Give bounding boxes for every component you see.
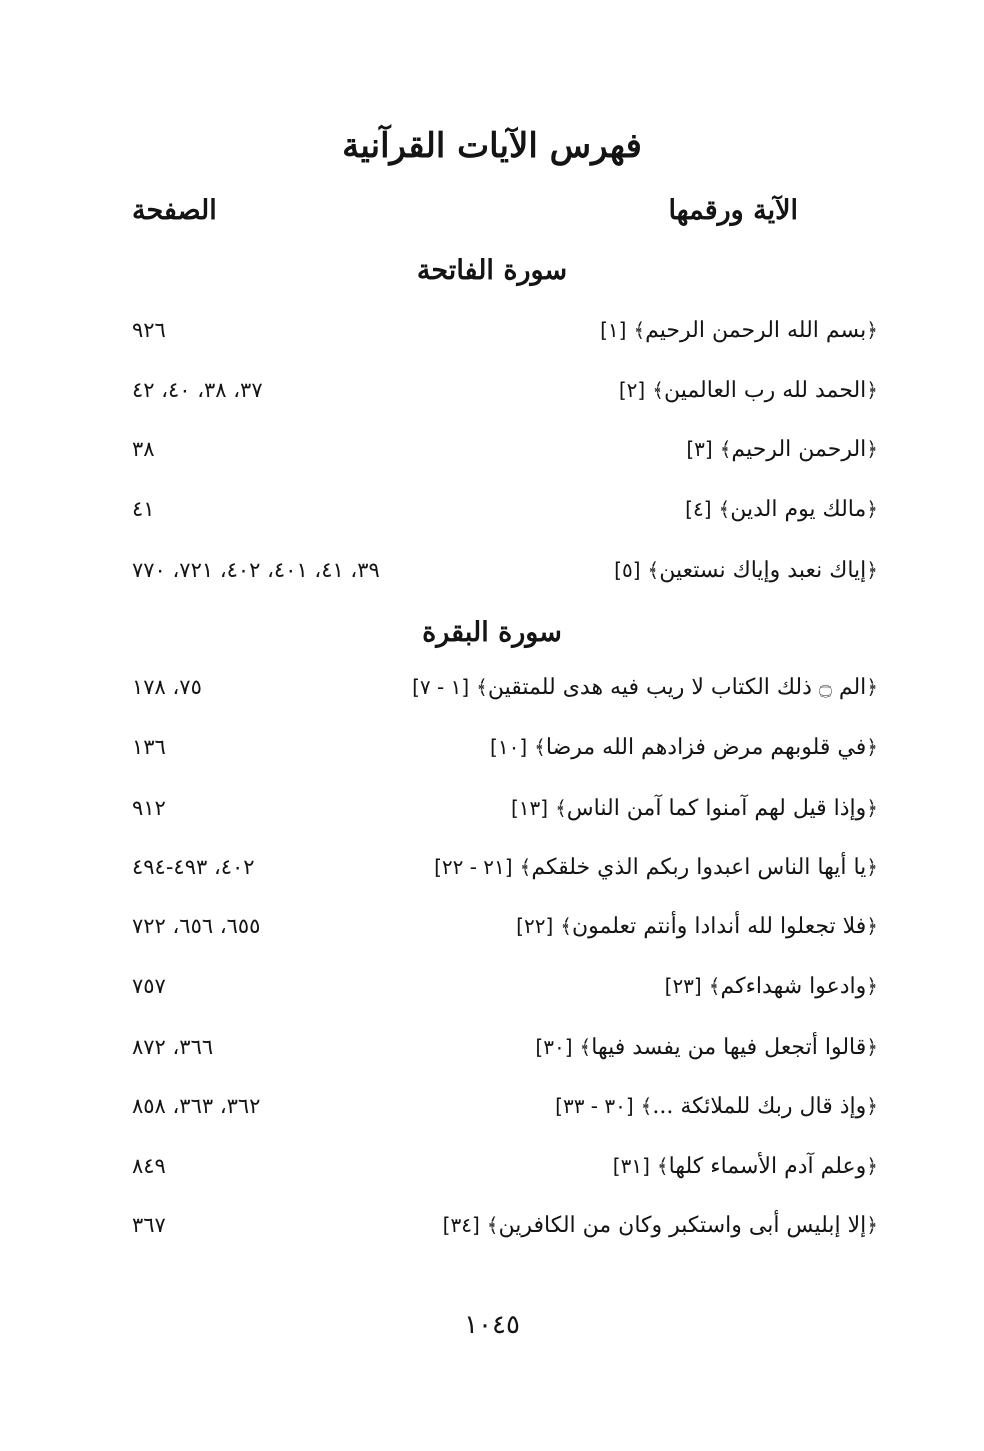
page-column-header: الصفحة	[132, 195, 217, 226]
ornament-bracket-close-icon: ﴾	[708, 974, 721, 998]
page-refs: ٧٥، ١٧٨	[132, 675, 202, 699]
ornament-bracket-open-icon: ﴿	[866, 796, 878, 820]
verse-text	[490, 735, 878, 760]
ornament-bracket-open-icon: ﴿	[866, 735, 878, 759]
ornament-bracket-close-icon: ﴾	[560, 914, 572, 938]
verse-number: [٣١]	[612, 1154, 650, 1178]
page-number: ١٠٤٥	[464, 1310, 520, 1340]
verse-number: [٣٤]	[442, 1213, 480, 1237]
verse-number: [٣]	[686, 437, 713, 461]
list-item	[128, 796, 878, 836]
verse-text	[412, 675, 878, 700]
verse-quote: مالك يوم الدين	[730, 497, 867, 522]
list-item	[128, 855, 878, 895]
verse-text	[535, 1035, 878, 1060]
verse-quote: في قلوبهم مرض فزادهم الله مرضا	[545, 735, 867, 760]
verse-number: [٢١ - ٢٢]	[434, 855, 513, 879]
ornament-bracket-open-icon: ﴿	[866, 1094, 878, 1118]
list-item	[128, 378, 878, 418]
verse-number: [١ - ٧]	[412, 675, 470, 699]
verse-number: [٥]	[614, 558, 641, 582]
ornament-bracket-open-icon: ﴿	[866, 1213, 878, 1237]
verse-number: [١٣]	[510, 796, 549, 820]
verse-quote: الحمد لله رب العالمين	[663, 378, 867, 403]
verse-text	[613, 1154, 878, 1179]
ornament-bracket-open-icon: ﴿	[866, 378, 878, 402]
list-item	[128, 974, 878, 1014]
verse-quote: وإذ قال ربك للملائكة ...	[652, 1094, 867, 1119]
ornament-bracket-close-icon: ﴾	[652, 378, 664, 402]
page-refs: ٣٦٢، ٣٦٣، ٨٥٨	[132, 1094, 261, 1118]
list-item	[128, 1094, 878, 1134]
list-item	[128, 1213, 878, 1253]
ornament-bracket-open-icon: ﴿	[866, 437, 878, 461]
page-refs: ٤٠٢، ٤٩٣-٤٩٤	[132, 855, 255, 879]
ornament-bracket-open-icon: ﴿	[866, 855, 878, 879]
verse-quote: يا أيها الناس اعبدوا ربكم الذي خلقكم	[531, 855, 867, 880]
page-refs: ٦٥٥، ٦٥٦، ٧٢٢	[132, 914, 261, 938]
verse-quote: فلا تجعلوا لله أندادا وأنتم تعلمون	[571, 914, 867, 939]
ornament-bracket-open-icon: ﴿	[866, 974, 878, 998]
verse-text	[685, 497, 878, 522]
ornament-bracket-close-icon: ﴾	[718, 497, 731, 521]
ornament-bracket-close-icon: ﴾	[476, 675, 488, 699]
page-refs: ٤١	[132, 497, 155, 521]
surah-heading-baqarah: سورة البقرة	[422, 617, 562, 648]
list-item	[128, 914, 878, 954]
verse-text	[614, 558, 878, 583]
page-title: فهرس الآيات القرآنية	[342, 126, 642, 166]
page-refs: ٩٢٦	[132, 318, 166, 342]
verse-quote: وعلم آدم الأسماء كلها	[668, 1154, 867, 1179]
ornament-bracket-close-icon: ﴾	[534, 735, 546, 759]
page-refs: ٣٧، ٣٨، ٤٠، ٤٢	[132, 378, 263, 402]
ornament-bracket-close-icon: ﴾	[719, 437, 732, 461]
list-item	[128, 1154, 878, 1194]
verse-text	[443, 1213, 878, 1238]
verse-text	[600, 318, 878, 343]
ornament-bracket-open-icon: ﴿	[866, 1154, 878, 1178]
verse-number: [١]	[600, 318, 627, 342]
page-refs: ٨٤٩	[132, 1154, 166, 1178]
verse-quote: بسم الله الرحمن الرحيم	[645, 318, 867, 343]
ornament-bracket-close-icon: ﴾	[579, 1035, 592, 1059]
ornament-bracket-close-icon: ﴾	[486, 1213, 499, 1237]
verse-number: [٢]	[618, 378, 646, 402]
page-refs: ٣٩، ٤١، ٤٠١، ٤٠٢، ٧٢١، ٧٧٠	[132, 558, 380, 582]
verse-quote: الم ۝ ذلك الكتاب لا ريب فيه هدى للمتقين	[487, 675, 867, 700]
list-item	[128, 437, 878, 477]
list-item	[128, 735, 878, 775]
page-refs: ٣٦٧	[132, 1213, 166, 1237]
verse-number: [٢٣]	[664, 974, 702, 998]
verse-quote: وادعوا شهداءكم	[720, 974, 867, 999]
ornament-bracket-close-icon: ﴾	[640, 1094, 653, 1118]
page-refs: ٧٥٧	[132, 974, 166, 998]
verse-text	[555, 1094, 878, 1119]
list-item	[128, 558, 878, 598]
verse-number: [٤]	[685, 497, 712, 521]
ornament-bracket-close-icon: ﴾	[555, 796, 567, 820]
verse-quote: إلا إبليس أبى واستكبر وكان من الكافرين	[498, 1213, 867, 1238]
ornament-bracket-open-icon: ﴿	[866, 914, 878, 938]
verse-text	[516, 914, 878, 939]
verse-text	[619, 378, 878, 403]
list-item	[128, 1035, 878, 1075]
verse-column-header: الآية ورقمها	[668, 195, 798, 226]
verse-text	[434, 855, 878, 880]
page-refs: ١٣٦	[132, 735, 166, 759]
page-refs: ٣٨	[132, 437, 155, 461]
ornament-bracket-close-icon: ﴾	[633, 318, 646, 342]
list-item	[128, 318, 878, 358]
page-refs: ٣٦٦، ٨٧٢	[132, 1035, 214, 1059]
ornament-bracket-open-icon: ﴿	[866, 1035, 878, 1059]
ornament-bracket-open-icon: ﴿	[866, 497, 878, 521]
ornament-bracket-close-icon: ﴾	[656, 1154, 669, 1178]
verse-number: [٣٠ - ٣٣]	[555, 1094, 634, 1118]
verse-text	[511, 796, 878, 821]
verse-number: [١٠]	[490, 735, 528, 759]
verse-quote: إياك نعبد وإياك نستعين	[659, 558, 867, 583]
ornament-bracket-open-icon: ﴿	[866, 675, 878, 699]
list-item	[128, 497, 878, 537]
verse-text	[665, 974, 878, 999]
verse-text	[686, 437, 878, 462]
page-refs: ٩١٢	[132, 796, 166, 820]
list-item	[128, 675, 878, 715]
ornament-bracket-open-icon: ﴿	[866, 558, 878, 582]
surah-heading-fatiha: سورة الفاتحة	[416, 255, 568, 286]
verse-quote: وإذا قيل لهم آمنوا كما آمن الناس	[566, 796, 867, 821]
verse-number: [٣٠]	[535, 1035, 573, 1059]
verse-quote: الرحمن الرحيم	[731, 437, 867, 462]
ornament-bracket-close-icon: ﴾	[647, 558, 660, 582]
ornament-bracket-close-icon: ﴾	[519, 855, 532, 879]
ornament-bracket-open-icon: ﴿	[866, 318, 878, 342]
verse-quote: قالوا أتجعل فيها من يفسد فيها	[591, 1035, 867, 1060]
verse-number: [٢٢]	[516, 914, 554, 938]
